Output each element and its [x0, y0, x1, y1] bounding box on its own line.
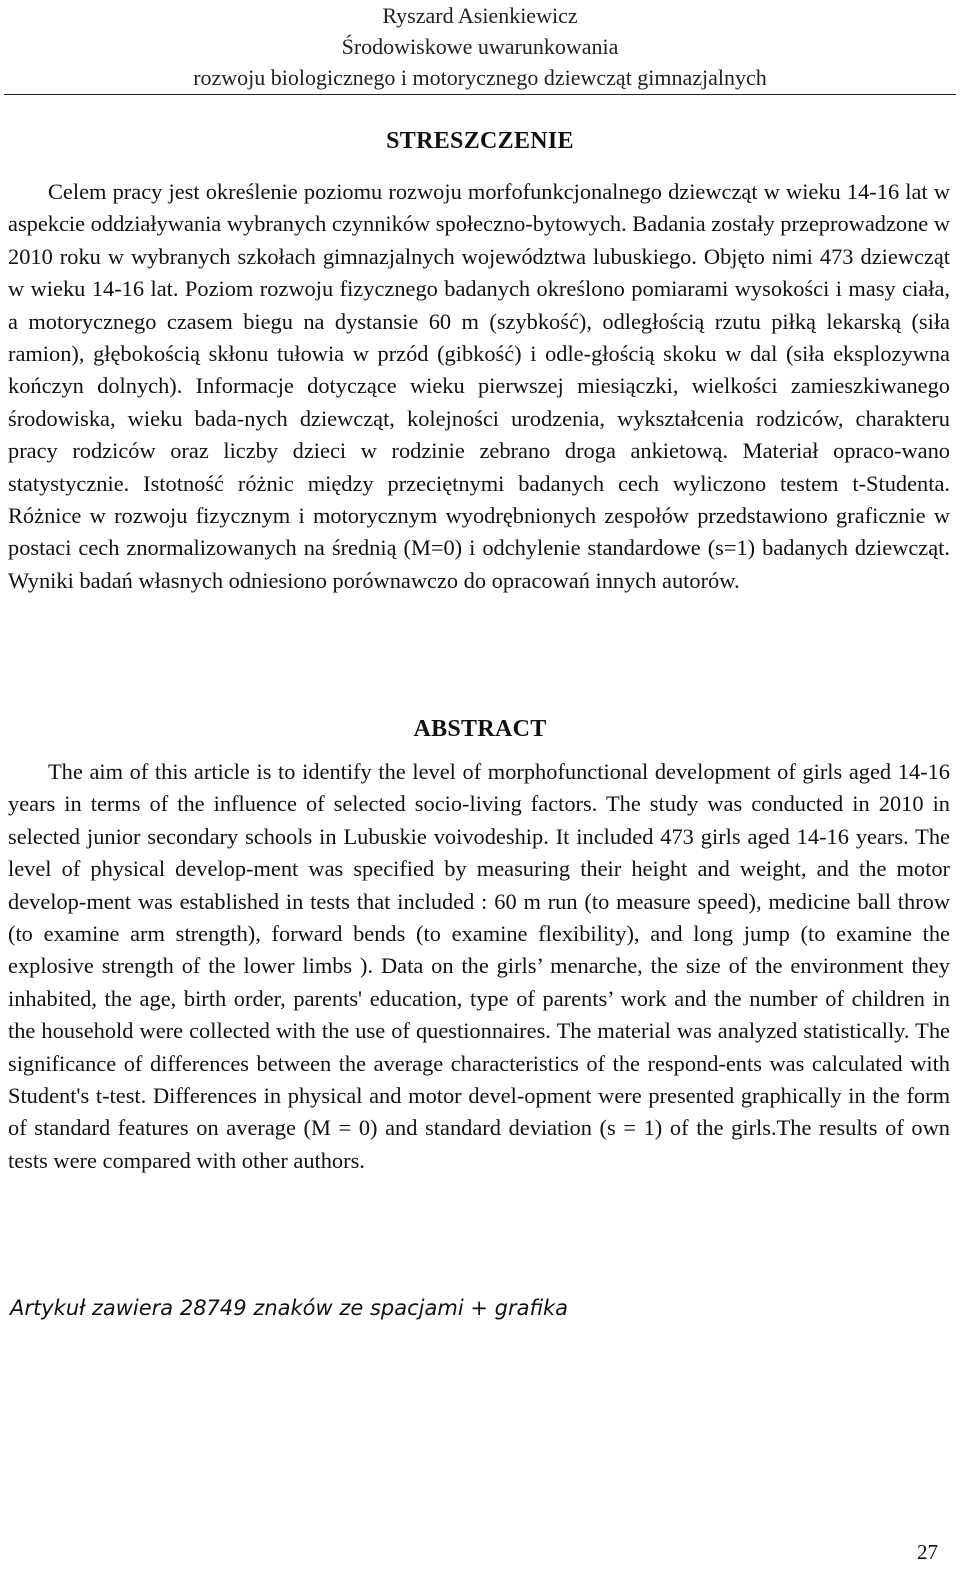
abstract-text: The aim of this article is to identify the level of morphofunctional development of girls aged 14-16 years in terms of the influence of selected socio-living factors. The study was conducted in 2010 in selected junior secondary schools in Lubuskie voivodeship. It included 473 girls aged 14-16 years. The level of physical develop-ment was specified by measuring their height and weight, and the motor develop-ment was established in tests that included : 60 m run (to measure speed), medicine ball throw (to examine arm strength), forward bends (to examine flexibility), and long jump (to examine the explosive strength of the lower limbs ). Data on the girls’ menarche, the size of the environment they inhabited, the age, birth order, parents' education, type of parents’ work and the number of children in the household were collected with the use of questionnaires. The material was analyzed statistically. The significance of differences between the average characteristics of the respond-ents was calculated with Student's t-test. Differences in physical and motor devel-opment were presented graphically in the form of standard features on average (M = 0) and standard deviation (s = 1) of the girls.The results of own tests were compared with other authors.	[8, 759, 950, 1173]
abstract-heading: ABSTRACT	[413, 716, 547, 742]
streszczenie-text: Celem pracy jest określenie poziomu rozwoju morfofunkcjonalnego dziewcząt w wieku 14-16 lat w aspekcie oddziaływania wybranych czynników społeczno-bytowych. Badania zostały przeprowadzone w 2010 roku w wybranych szkołach gimnazjalnych województwa lubuskiego. Objęto nimi 473 dziewcząt w wieku 14-16 lat. Poziom rozwoju fizycznego badanych określono pomiarami wysokości i masy ciała, a motorycznego czasem biegu na dystansie 60 m (szybkość), odległością rzutu piłką lekarską (siła ramion), głębokością skłonu tułowia w przód (gibkość) i odle-głością skoku w dal (siła eksplozywna kończyn dolnych). Informacje dotyczące wieku pierwszej miesiączki, wielkości zamieszkiwanego środowiska, wieku bada-nych dziewcząt, kolejności urodzenia, wykształcenia rodziców, charakteru pracy rodziców oraz liczby dzieci w rodzinie zebrano droga ankietową. Materiał opraco-wano statystycznie. Istotność różnic między przeciętnymi badanych cech wyliczono testem t-Studenta. Różnice w rozwoju fizycznym i motorycznym wyodrębnionych zespołów przedstawiono graficznie w postaci cech znormalizowanych na średnią (M=0) i odchylenie standardowe (s=1) badanych dziewcząt. Wyniki badań własnych odniesiono porównawczo do opracowań innych autorów.	[8, 179, 950, 593]
header-title-line1: Środowiskowe uwarunkowania	[341, 34, 619, 59]
header-divider	[4, 94, 956, 95]
header-author: Ryszard Asienkiewicz	[382, 3, 578, 28]
streszczenie-heading: STRESZCZENIE	[386, 128, 574, 154]
header-title-line2: rozwoju biologicznego i motorycznego dziewcząt gimnazjalnych	[193, 65, 767, 90]
running-header	[0, 0, 960, 93]
page-number: 27	[917, 1540, 938, 1564]
character-count-note: Artykuł zawiera 28749 znaków ze spacjami + grafika	[10, 1296, 569, 1320]
